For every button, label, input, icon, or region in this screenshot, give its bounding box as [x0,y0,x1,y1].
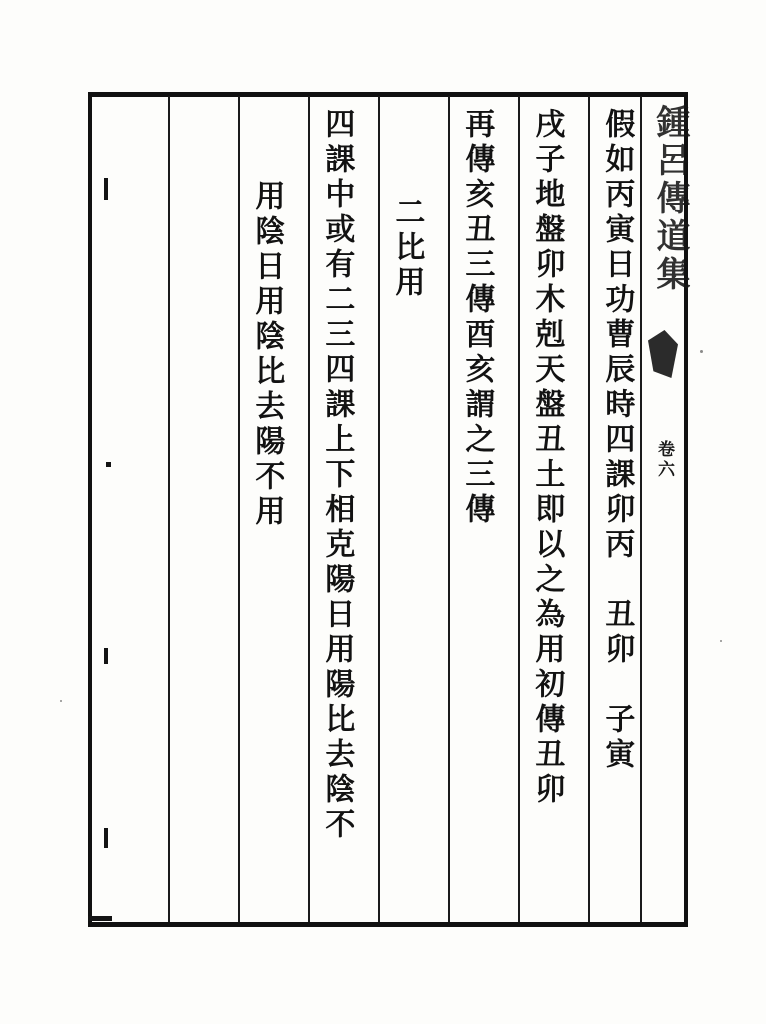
scan-speck [700,350,703,353]
margin-tick [106,462,111,467]
column-divider [168,96,170,922]
page-frame-top-rule [88,92,688,97]
column-divider [238,96,240,922]
margin-tick [104,648,108,664]
margin-tick [104,178,108,200]
text-column-3: 再傳亥丑三傳酉亥謂之三傳 [459,108,495,528]
scan-speck [720,640,722,642]
column-divider [308,96,310,922]
margin-tick [104,828,108,848]
column-divider [448,96,450,922]
text-column-6: 用陰日用陰比去陽不用 [249,180,285,530]
fold-strip-volume-label: 卷六 [654,440,674,480]
scan-speck [60,700,62,702]
margin-tick [88,916,112,921]
column-divider [378,96,380,922]
page-frame-bottom-rule [88,922,688,927]
column-divider [518,96,520,922]
text-column-2: 戌子地盤卯木剋天盤丑土即以之為用初傳丑卯 [529,108,565,808]
text-column-4: 二比用 [389,196,425,301]
column-divider [588,96,590,922]
text-column-1: 假如丙寅日功曹辰時四課卯丙 丑卯 子寅 [599,108,635,773]
text-column-5: 四課中或有二三四課上下相克陽日用陽比去陰不 [319,108,355,843]
fold-strip-title: 鍾呂傳道集 [650,104,690,294]
page-frame-left-rule [88,92,92,927]
